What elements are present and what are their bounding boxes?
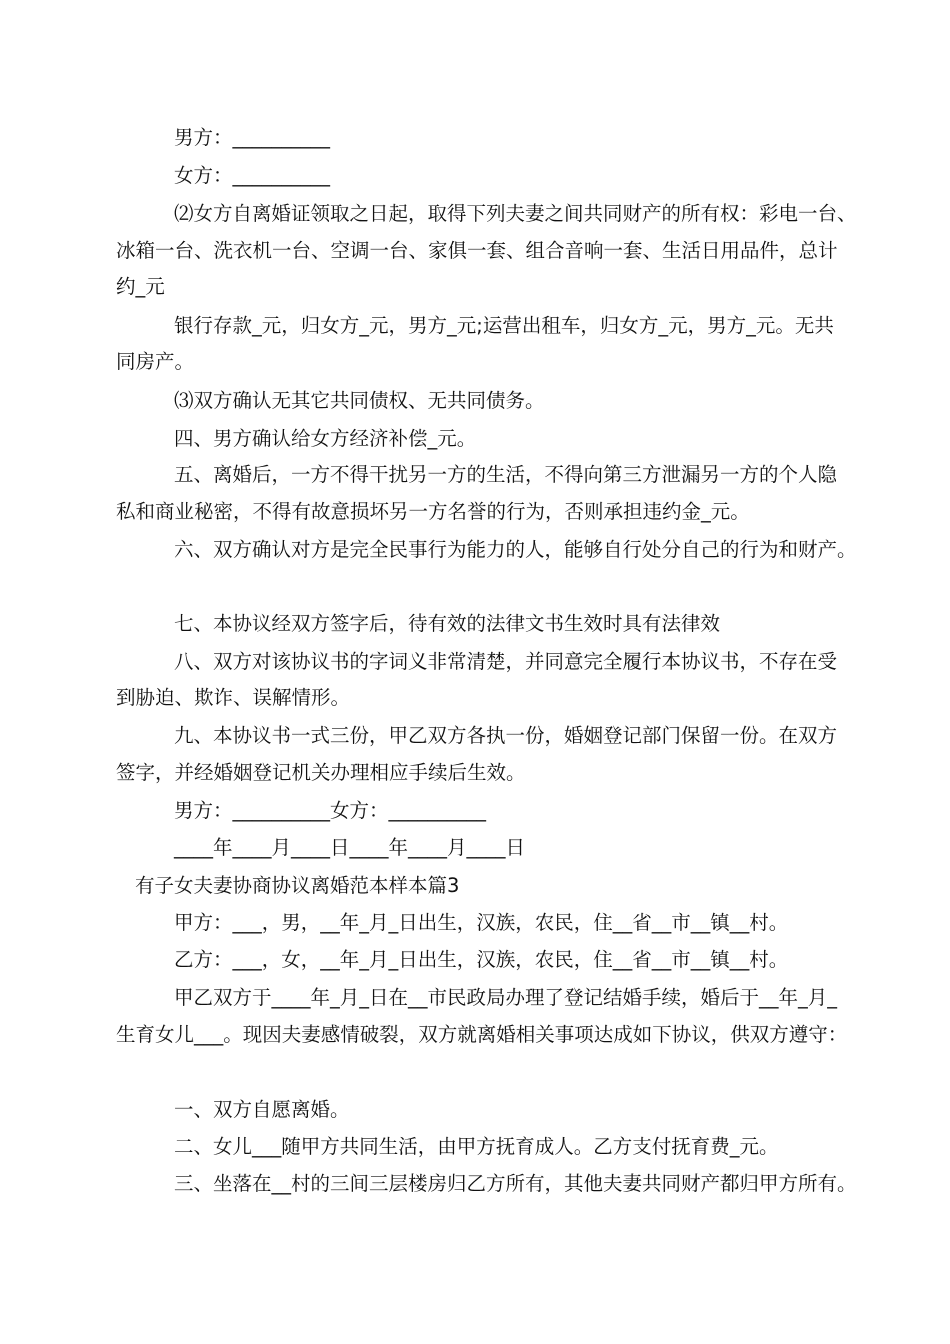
- male-party-signature-line: 男方：__________: [174, 126, 331, 149]
- signature-line: 男方：__________女方：__________: [174, 799, 487, 822]
- paragraph-line: 二、女儿___随甲方共同生活，由甲方抚育成人。乙方支付抚育费_元。: [174, 1135, 779, 1158]
- paragraph-line: 四、男方确认给女方经济补偿_元。: [174, 427, 477, 450]
- paragraph-line: 九、本协议书一式三份，甲乙双方各执一份，婚姻登记部门保留一份。在双方: [174, 724, 838, 747]
- paragraph-line: 六、双方确认对方是完全民事行为能力的人，能够自行处分自己的行为和财产。: [174, 538, 857, 561]
- paragraph-line: 生育女儿___。现因夫妻感情破裂，双方就离婚相关事项达成如下协议，供双方遵守：: [116, 1023, 848, 1046]
- paragraph-line: 一、双方自愿离婚。: [174, 1098, 350, 1121]
- paragraph-line: 八、双方对该协议书的字词义非常清楚，并同意完全履行本协议书，不存在受: [174, 650, 838, 673]
- party-a-info-line: 甲方：___，男，__年_月_日出生，汉族，农民，住__省__市__镇__村。: [174, 911, 789, 934]
- paragraph-line: 冰箱一台、洗衣机一台、空调一台、家俱一套、组合音响一套、生活日用品件，总计: [116, 239, 838, 262]
- paragraph-line: 五、离婚后，一方不得干扰另一方的生活，不得向第三方泄漏另一方的个人隐: [174, 463, 838, 486]
- section-title: 有子女夫妻协商协议离婚范本样本篇3: [135, 874, 460, 897]
- paragraph-line: 私和商业秘密，不得有故意损坏另一方名誉的行为，否则承担违约金_元。: [116, 500, 750, 523]
- paragraph-line: 约_元: [116, 275, 165, 298]
- paragraph-line: 三、坐落在__村的三间三层楼房归乙方所有，其他夫妻共同财产都归甲方所有。: [174, 1172, 857, 1195]
- paragraph-line: 到胁迫、欺诈、误解情形。: [116, 686, 351, 709]
- date-line: ____年____月____日____年____月____日: [174, 836, 526, 859]
- paragraph-line: 甲乙双方于____年_月_日在__市民政局办理了登记结婚手续，婚后于__年_月_: [174, 986, 838, 1009]
- paragraph-line: 七、本协议经双方签字后，待有效的法律文书生效时具有法律效: [174, 612, 721, 635]
- paragraph-line: 银行存款_元，归女方_元，男方_元;运营出租车，归女方_元，男方_元。无共: [174, 314, 834, 337]
- female-party-signature-line: 女方：__________: [174, 164, 331, 187]
- paragraph-line: ⑶双方确认无其它共同债权、无共同债务。: [174, 389, 545, 412]
- party-b-info-line: 乙方：___，女，__年_月_日出生，汉族，农民，住__省__市__镇__村。: [174, 948, 789, 971]
- paragraph-line: 同房产。: [116, 350, 195, 373]
- paragraph-line: ⑵女方自离婚证领取之日起，取得下列夫妻之间共同财产的所有权：彩电一台、: [174, 202, 857, 225]
- paragraph-line: 签字，并经婚姻登记机关办理相应手续后生效。: [116, 761, 526, 784]
